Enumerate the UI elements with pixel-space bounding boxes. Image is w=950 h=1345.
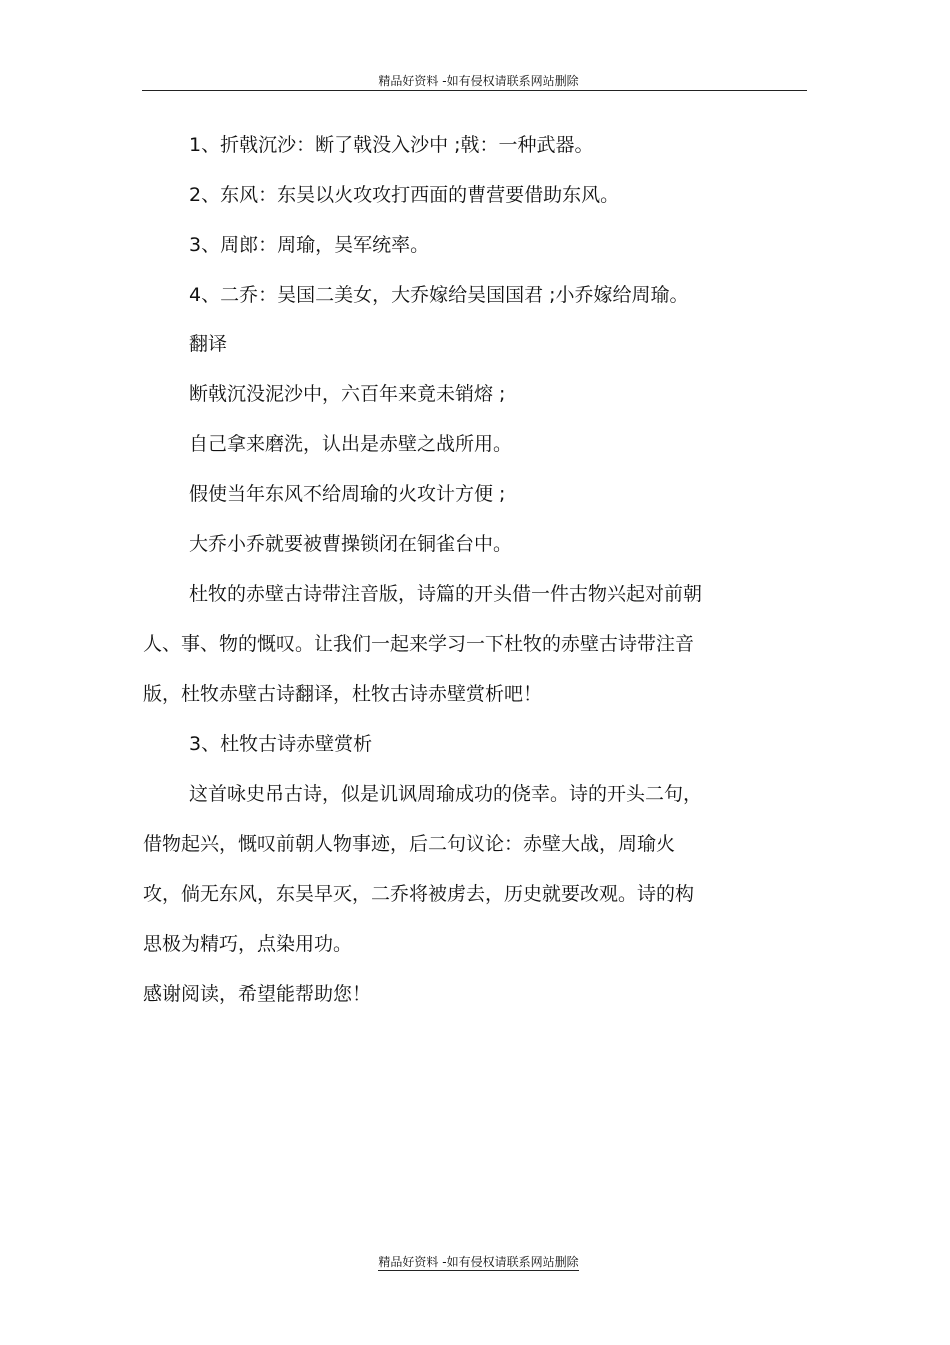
analysis-line-2: 借物起兴，慨叹前朝人物事迹，后二句议论：赤壁大战，周瑜火 (143, 833, 676, 855)
analysis-heading: 3、杜牧古诗赤壁赏析 (189, 733, 373, 755)
translation-line-1: 断戟沉没泥沙中，六百年来竟未销熔 ; (189, 383, 506, 405)
closing-line: 感谢阅读，希望能帮助您！ (143, 983, 372, 1005)
annotation-3: 3、周郎：周瑜，吴军统率。 (189, 234, 430, 256)
translation-line-2: 自己拿来磨洗，认出是赤壁之战所用。 (189, 433, 513, 455)
annotation-2: 2、东风：东吴以火攻攻打西面的曹营要借助东风。 (189, 184, 620, 206)
footer-text: 精品好资料 -如有侵权请联系网站删除 (378, 1255, 579, 1269)
translation-line-4: 大乔小乔就要被曹操锁闭在铜雀台中。 (189, 533, 513, 555)
page-header (142, 70, 807, 91)
annotation-1: 1、折戟沉沙：断了戟没入沙中 ;戟：一种武器。 (189, 134, 594, 156)
intro-paragraph-line-2: 人、事、物的慨叹。让我们一起来学习一下杜牧的赤壁古诗带注音 (143, 633, 695, 655)
page-footer (142, 1251, 807, 1271)
header-text: 精品好资料 -如有侵权请联系网站删除 (378, 74, 579, 88)
translation-heading: 翻译 (189, 333, 228, 355)
annotation-4: 4、二乔：吴国二美女，大乔嫁给吴国国君 ;小乔嫁给周瑜。 (189, 284, 689, 306)
analysis-line-4: 思极为精巧，点染用功。 (143, 933, 353, 955)
translation-line-3: 假使当年东风不给周瑜的火攻计方便 ; (189, 483, 506, 505)
analysis-line-3: 攻，倘无东风，东吴早灭，二乔将被虏去，历史就要改观。诗的构 (143, 883, 695, 905)
intro-paragraph-line-3: 版，杜牧赤壁古诗翻译，杜牧古诗赤壁赏析吧！ (143, 683, 543, 705)
analysis-line-1: 这首咏史吊古诗，似是讥讽周瑜成功的侥幸。诗的开头二句， (189, 783, 703, 805)
intro-paragraph-line-1: 杜牧的赤壁古诗带注音版，诗篇的开头借一件古物兴起对前朝 (189, 583, 703, 605)
